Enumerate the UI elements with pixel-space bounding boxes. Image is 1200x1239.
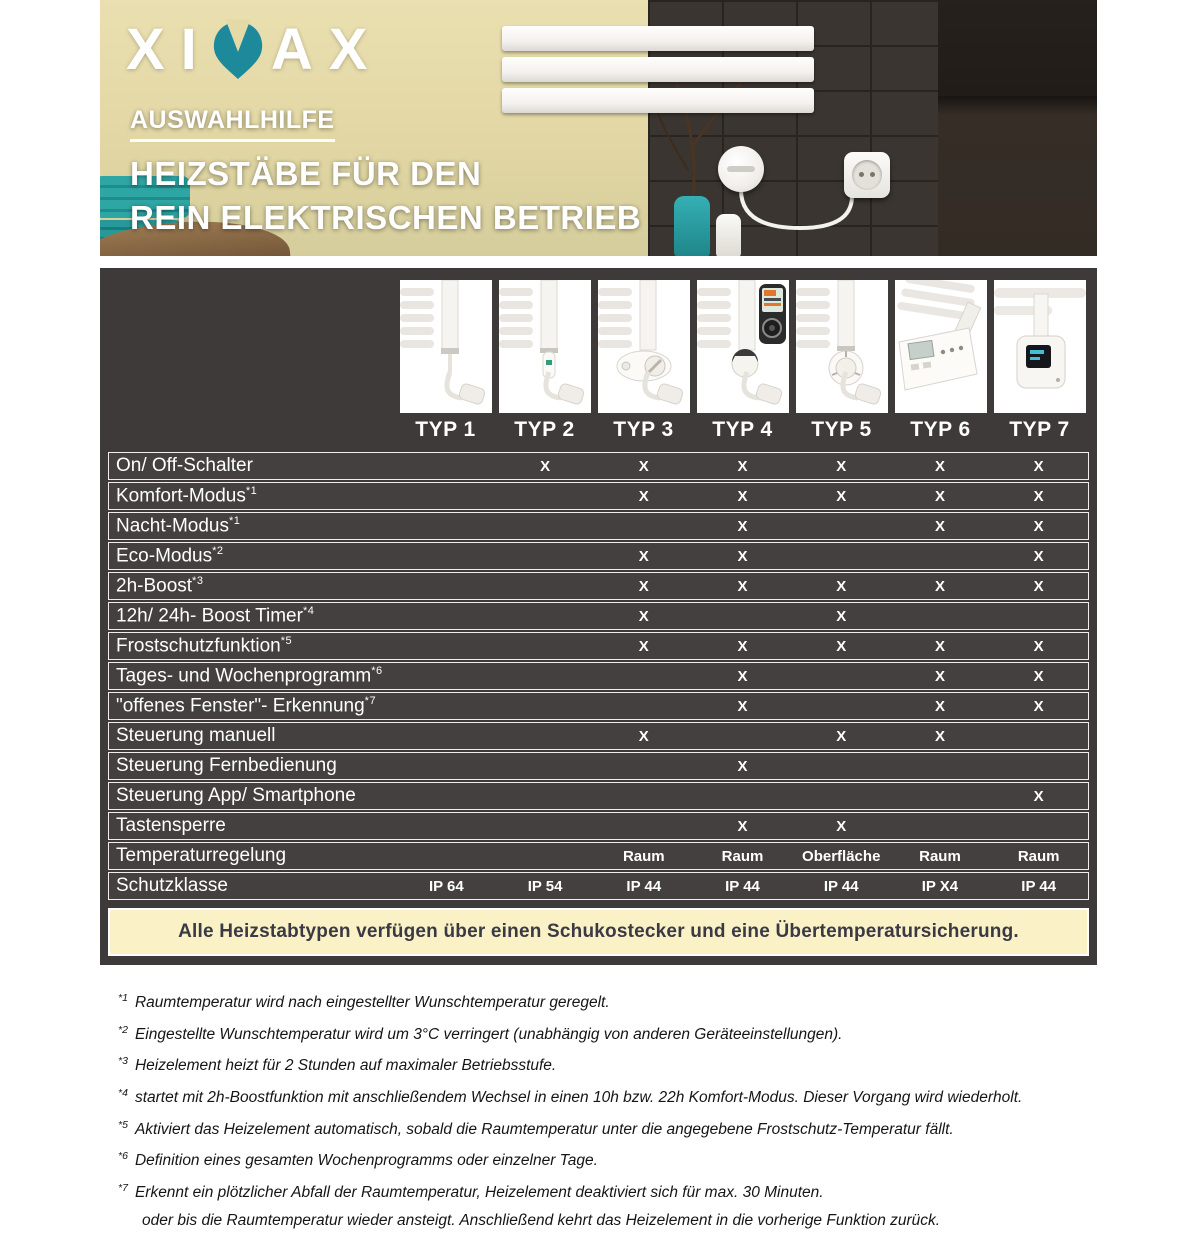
note-text: Alle Heizstabtypen verfügen über einen Schukostecker und eine Übertemperatursicherung. xyxy=(178,921,1019,942)
footnote-line xyxy=(118,1085,1098,1107)
product-column xyxy=(693,280,792,450)
radiator-slat xyxy=(502,57,814,82)
column-header-label: TYP 3 xyxy=(613,418,674,441)
footnote-line xyxy=(118,1053,1098,1075)
column-header-label: TYP 5 xyxy=(811,418,872,441)
table-row xyxy=(108,632,1089,660)
table-row xyxy=(108,692,1089,720)
table-row xyxy=(108,482,1089,510)
feature-mark-cell: X xyxy=(638,637,649,655)
radiator-slat xyxy=(502,26,814,51)
feature-mark-cell: X xyxy=(737,637,748,655)
table-row xyxy=(108,572,1089,600)
socket-pin-hole xyxy=(859,172,864,177)
table-row xyxy=(108,542,1089,570)
row-label: Nacht-Modus$^{*1}$ xyxy=(116,514,241,537)
row-label: Steuerung App/ Smartphone xyxy=(116,785,356,806)
feature-mark-cell: X xyxy=(836,457,847,475)
heizstab-typ-5-photo xyxy=(796,280,888,413)
feature-mark-cell: X xyxy=(1033,487,1044,505)
heizstab-typ-4-photo xyxy=(697,280,789,413)
value-cell: IP 54 xyxy=(527,877,563,895)
product-column xyxy=(990,280,1089,450)
table-row xyxy=(108,512,1089,540)
value-cell: IP X4 xyxy=(921,877,959,895)
column-header-label: TYP 2 xyxy=(514,418,575,441)
hero-photo xyxy=(100,0,1097,256)
table-row xyxy=(108,452,1089,480)
footnote-marker: *2 xyxy=(118,1023,128,1036)
feature-mark-cell: X xyxy=(737,577,748,595)
feature-mark-cell: X xyxy=(737,697,748,715)
column-header-label: TYP 1 xyxy=(415,418,476,441)
row-label: Steuerung manuell xyxy=(116,725,276,746)
heizstab-typ-7-photo xyxy=(994,280,1086,413)
wall-socket xyxy=(844,152,890,198)
column-header-label: TYP 7 xyxy=(1009,418,1070,441)
feature-mark-cell: X xyxy=(737,667,748,685)
row-label: Tastensperre xyxy=(116,815,226,836)
feature-mark-cell: X xyxy=(1033,457,1044,475)
row-label: Komfort-Modus$^{*1}$ xyxy=(116,484,258,507)
value-cell: Raum xyxy=(721,847,764,865)
row-label: Tages- und Wochenprogramm$^{*6}$ xyxy=(116,664,383,687)
footnote-text: oder bis die Raumtemperatur wieder ansteigt. Anschließend kehrt das Heizelement in die vorherige Funktion zurück. xyxy=(142,1211,941,1229)
feature-mark-cell: X xyxy=(1033,547,1044,565)
feature-mark-cell: X xyxy=(934,637,945,655)
feature-mark-cell: X xyxy=(836,487,847,505)
footnote-line xyxy=(118,1148,1098,1170)
feature-mark-cell: X xyxy=(1033,637,1044,655)
footnote-line xyxy=(118,990,1098,1012)
feature-mark-cell: X xyxy=(737,817,748,835)
feature-mark-cell: X xyxy=(836,577,847,595)
value-cell: Raum xyxy=(622,847,665,865)
row-label: Schutzklasse xyxy=(116,875,228,896)
teal-vase xyxy=(674,196,710,256)
footnote-marker: *1 xyxy=(229,514,241,527)
column-header-label: TYP 4 xyxy=(712,418,773,441)
footnote-text: Erkennt ein plötzlicher Abfall der Raumtemperatur, Heizelement deaktiviert sich für max. 30 Minuten. xyxy=(134,1184,824,1202)
comparison-table xyxy=(100,268,1097,965)
footnote-marker: *1 xyxy=(245,484,258,497)
value-cell: IP 64 xyxy=(428,877,464,895)
footnote-marker: *5 xyxy=(118,1118,128,1131)
table-row xyxy=(108,752,1089,780)
feature-mark-cell: X xyxy=(638,577,649,595)
footnote-line xyxy=(118,1180,1098,1202)
feature-mark-cell: X xyxy=(836,607,847,625)
feature-mark-cell: X xyxy=(934,667,945,685)
value-cell: IP 44 xyxy=(725,877,760,895)
table-row xyxy=(108,872,1089,900)
product-column xyxy=(594,280,693,450)
footnote-marker: *3 xyxy=(192,574,204,587)
socket-pin-hole xyxy=(870,172,875,177)
footnote-line xyxy=(118,1022,1098,1044)
feature-mark-cell: X xyxy=(934,487,945,505)
product-column xyxy=(495,280,594,450)
footnote-marker: *4 xyxy=(118,1086,128,1099)
row-label: "offenes Fenster"- Erkennung$^{*7}$ xyxy=(116,694,377,717)
feature-mark-cell: X xyxy=(737,457,748,475)
hero-text-block xyxy=(130,106,641,240)
feature-mark-cell: X xyxy=(737,517,748,535)
heating-element-knob xyxy=(718,146,764,192)
heizstab-typ-2-photo xyxy=(499,280,591,413)
column-header-label: TYP 6 xyxy=(910,418,971,441)
row-label: Frostschutzfunktion$^{*5}$ xyxy=(116,634,293,657)
footnote-marker: *6 xyxy=(118,1150,128,1163)
feature-mark-cell: X xyxy=(1033,517,1044,535)
value-cell: IP 44 xyxy=(823,877,859,895)
feature-mark-cell: X xyxy=(638,727,649,745)
logo-text-left: XI xyxy=(126,17,213,82)
footnotes xyxy=(118,990,1098,1239)
feature-mark-cell: X xyxy=(638,457,649,475)
feature-mark-cell: X xyxy=(1033,577,1044,595)
product-column xyxy=(891,280,990,450)
feature-mark-cell: X xyxy=(836,817,847,835)
footnote-text: Aktiviert das Heizelement automatisch, sobald die Raumtemperatur unter die angegebene Frostschutz-Temperatur fällt. xyxy=(134,1120,954,1138)
feature-mark-cell: X xyxy=(737,547,748,565)
feature-rows xyxy=(108,452,1089,902)
value-cell: Oberfläche xyxy=(802,847,881,865)
feature-mark-cell: X xyxy=(540,457,551,475)
page-title-line1: HEIZSTÄBE FÜR DEN xyxy=(130,155,482,192)
value-cell: IP 44 xyxy=(1021,877,1057,895)
table-row xyxy=(108,842,1089,870)
footnote-marker: *4 xyxy=(302,604,315,617)
note-bar xyxy=(108,908,1089,956)
feature-mark-cell: X xyxy=(638,607,649,625)
feature-mark-cell: X xyxy=(638,487,649,505)
row-label: Temperaturregelung xyxy=(116,845,287,866)
white-vase xyxy=(716,214,741,256)
product-columns xyxy=(108,280,1089,450)
footnote-marker: *1 xyxy=(118,992,128,1004)
row-label: On/ Off-Schalter xyxy=(116,455,253,476)
feature-mark-cell: X xyxy=(934,517,945,535)
footnote-marker: *7 xyxy=(118,1181,128,1194)
value-cell: IP 44 xyxy=(626,877,662,895)
heizstab-typ-6-photo xyxy=(895,280,987,413)
feature-mark-cell: X xyxy=(1033,787,1044,805)
row-label: 2h-Boost$^{*3}$ xyxy=(116,574,204,597)
feature-mark-cell: X xyxy=(934,697,945,715)
heizstab-typ-3-photo xyxy=(598,280,690,413)
footnote-marker: *2 xyxy=(212,544,224,557)
ximax-logo-m-pin-icon xyxy=(209,18,267,82)
footnote-text: Eingestellte Wunschtemperatur wird um 3°C verringert (unabhängig von anderen Geräteeinstellungen). xyxy=(134,1025,843,1043)
footnote-line xyxy=(118,1117,1098,1139)
footnote-text: Heizelement heizt für 2 Stunden auf maximaler Betriebsstufe. xyxy=(134,1057,557,1075)
table-row xyxy=(108,782,1089,810)
row-label: 12h/ 24h- Boost Timer$^{*4}$ xyxy=(116,604,315,627)
table-row xyxy=(108,812,1089,840)
footnote-line xyxy=(142,1212,1098,1230)
feature-mark-cell: X xyxy=(836,637,847,655)
footnote-text: Raumtemperatur wird nach eingestellter Wunschtemperatur geregelt. xyxy=(134,994,610,1012)
feature-mark-cell: X xyxy=(836,727,847,745)
table-row xyxy=(108,662,1089,690)
footnote-text: Definition eines gesamten Wochenprogramms oder einzelner Tage. xyxy=(134,1152,598,1170)
feature-mark-cell: X xyxy=(934,457,945,475)
product-column xyxy=(396,280,495,450)
value-cell: Raum xyxy=(1017,847,1060,865)
feature-mark-cell: X xyxy=(1033,667,1044,685)
feature-mark-cell: X xyxy=(638,547,649,565)
footnote-marker: *3 xyxy=(118,1055,128,1068)
feature-mark-cell: X xyxy=(934,577,945,595)
heizstab-typ-1-photo xyxy=(400,280,492,413)
logo-text-right: AX xyxy=(270,17,384,82)
row-label: Steuerung Fernbedienung xyxy=(116,755,337,776)
feature-mark-cell: X xyxy=(737,757,748,775)
table-row xyxy=(108,602,1089,630)
socket-recess xyxy=(852,160,882,190)
product-column xyxy=(792,280,891,450)
header-spacer xyxy=(108,280,396,450)
value-cell: Raum xyxy=(919,847,961,865)
heating-element-dial-slot xyxy=(727,166,755,172)
footnote-text: startet mit 2h-Boostfunktion mit anschließendem Wechsel in einen 10h bzw. 22h Komfort-Modus. Dieser Vorgang wird wiederholt. xyxy=(134,1089,1023,1107)
row-label: Eco-Modus$^{*2}$ xyxy=(116,544,224,567)
page-title-line2: REIN ELEKTRISCHEN BETRIEB xyxy=(130,198,642,236)
feature-mark-cell: X xyxy=(737,487,748,505)
eyebrow-title: AUSWAHLHILFE xyxy=(130,106,335,142)
footnote-marker: *7 xyxy=(364,694,377,707)
footnote-marker: *6 xyxy=(371,664,383,677)
table-row xyxy=(108,722,1089,750)
footnote-marker: *5 xyxy=(280,634,293,647)
feature-mark-cell: X xyxy=(934,727,945,745)
feature-mark-cell: X xyxy=(1033,697,1044,715)
ximax-logo xyxy=(126,16,383,83)
